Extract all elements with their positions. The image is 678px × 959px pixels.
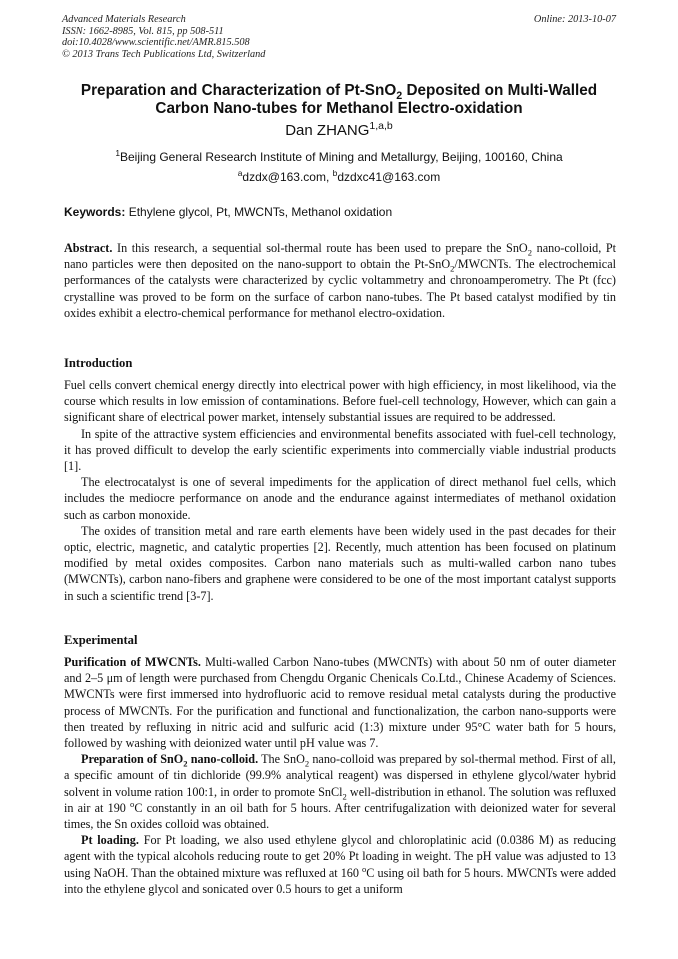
keywords-label: Keywords: — [64, 205, 126, 219]
exp-p2-b-sub: 2 — [342, 791, 347, 802]
affiliation-text: Beijing General Research Institute of Mining and Metallurgy, Beijing, 100160, China — [119, 150, 563, 164]
intro-paragraph-4: The oxides of transition metal and rare earth elements have been widely used in the past decades for their optic, electric, magnetic, and catalytic properties [2]. Recently, much attention has been focused on platinum modified by metal oxides composites. Carbon nano materials such as multi-walled carbon nano tubes (MWCNTs), carbon nano-fibers and graphene were considered to be one of the most important catalyst supports in such a scientific trend [3-7]. — [64, 523, 616, 603]
exp-p1-lead: Purification of MWCNTs. — [64, 655, 201, 669]
exp-p2-lead-pre: Preparation of SnO — [81, 752, 184, 767]
experimental-heading: Experimental — [64, 633, 138, 647]
title-line1-pre: Preparation and Characterization of Pt-SnO — [80, 82, 397, 99]
author — [50, 122, 628, 140]
intro-paragraph-1: Fuel cells convert chemical energy directly into electrical power with high efficiency, in most likelihood, via the course which results in low emission of contaminations. Before fuel-cell technology, However, which can gain a significant share of electrical power market, intensely substantial issues are required to be addressed. — [64, 378, 616, 425]
intro-paragraph-3: The electrocatalyst is one of several impediments for the application of direct methanol fuel cells, which includes the mediocre performance on anode and the endurance against intermediates of methanol oxidation such as carbon monoxide. — [64, 475, 616, 522]
abstract — [64, 240, 616, 321]
exp-p3-a-sup: o — [362, 863, 367, 874]
abstract-sub-2: 2 — [450, 263, 455, 274]
exp-p2-lead-sub: 2 — [183, 758, 188, 769]
paper-title — [50, 82, 628, 118]
journal-name: Advanced Materials Research — [62, 14, 186, 25]
title-subscript: 2 — [396, 90, 403, 103]
affiliation-mark: 1 — [115, 148, 120, 158]
exp-p3-b: C using oil bath for 5 hours. MWCNTs were added into the ethylene glycol and sonicated over 0.5 hours to get a uniform — [64, 865, 616, 896]
author-name: Dan ZHANG — [285, 122, 370, 139]
abstract-text-1: In this research, a sequential sol-thermal route has been used to prepare the SnO — [112, 241, 528, 255]
copyright: © 2013 Trans Tech Publications Ltd, Switzerland — [62, 48, 266, 60]
exp-paragraph-1 — [64, 654, 616, 751]
affiliation — [50, 150, 628, 164]
exp-p2-lead-post: nano-colloid. — [187, 752, 259, 767]
exp-p3-lead: Pt loading. — [81, 833, 139, 848]
introduction-heading: Introduction — [64, 356, 133, 370]
keywords — [64, 205, 616, 219]
exp-p2-b: nano-colloid was prepared by sol-thermal method. First of all, a specific amount of tin dichloride (99.9% analytical reagent) was dispersed in ethylene glycol/water hybrid solvent in volume ration 100:1, in order to promote SnCl — [64, 752, 616, 799]
journal-header — [62, 14, 616, 60]
exp-p2-a: The SnO — [258, 752, 305, 767]
keywords-text: Ethylene glycol, Pt, MWCNTs, Methanol oxidation — [125, 205, 393, 219]
exp-p2-lead — [81, 752, 259, 769]
exp-paragraph-2 — [64, 751, 616, 832]
email-a[interactable]: dzdx@163.com, — [242, 170, 333, 184]
online-date: Online: 2013-10-07 — [533, 14, 616, 25]
title-line2: Carbon Nano-tubes for Methanol Electro-oxidation — [155, 100, 523, 117]
introduction-body — [64, 377, 616, 604]
issn: ISSN: 1662-8985, Vol. 815, pp 508-511 — [62, 25, 224, 37]
author-marks: 1,a,b — [369, 120, 393, 132]
experimental-body — [64, 654, 616, 897]
abstract-label: Abstract. — [64, 241, 113, 255]
abstract-sub-1: 2 — [527, 247, 532, 258]
intro-paragraph-2: In spite of the attractive system efficiencies and environmental benefits associated with fuel-cell technology, it has proved difficult to develop the early scientific experiments into commercially viable industrial products [1]. — [64, 426, 616, 474]
abstract-text-2: nano-colloid, Pt nano particles were then deposited on the nano-support to obtain the Pt-SnO — [64, 241, 617, 272]
abstract-text-3: /MWCNTs. The electrochemical performances of the catalysts were characterized by cyclic voltammetry and chronoamperometry. The Pt (fcc) crystalline was proved to be form on the surface of carbon nano-tubes. The Pt based catalyst modified by tin oxides exhibit a electro-chemical performance for methanol electro-oxidation. — [64, 257, 616, 320]
exp-p2-a-sub: 2 — [304, 758, 310, 769]
exp-p2-c: well-distribution in ethanol. The solution was refluxed in air at 190 — [64, 784, 617, 815]
title-line1-post: Deposited on Multi-Walled — [402, 82, 598, 99]
exp-paragraph-3 — [64, 832, 616, 897]
exp-p2-d: C constantly in an oil bath for 5 hours. After centrifugalization with deionized water for several times, the Sn oxides colloid was obtained. — [64, 800, 616, 832]
email-b-mark: b — [332, 168, 338, 178]
exp-p2-c-sup: o — [130, 798, 135, 809]
exp-p3-a: For Pt loading, we also used ethylene glycol and chloroplatinic acid (0.0386 M) as reducing agent with the typical alcohols reducing route to get 20% Pt loading in weight. The pH value was adjusted to 13 using NaOH. Than the obtained mixture was refluxed at 160 — [64, 833, 616, 880]
email-b[interactable]: dzdxc41@163.com — [337, 170, 441, 184]
exp-p1-text: Multi-walled Carbon Nano-tubes (MWCNTs) with about 50 nm of outer diameter and 2–5 μm of length were purchased from Chengdu Organic Chenicals Co.Ltd., Chinese Academy of Sciences. MWCNTs were first immersed into hydrofluoric acid to remove residual metal catalysts during the productive process of MWCNTs. For the purification and functional and functionalization, the carbon nano-supports were then treated by refluxing in nitric acid and sulfuric acid (1:3) mixture under 95°C water bath for 5 hours, followed by washing with deionized water until pH value was 7. — [64, 655, 617, 751]
doi: doi:10.4028/www.scientific.net/AMR.815.508 — [62, 37, 250, 49]
emails — [50, 170, 628, 184]
email-a-mark: a — [237, 168, 243, 178]
